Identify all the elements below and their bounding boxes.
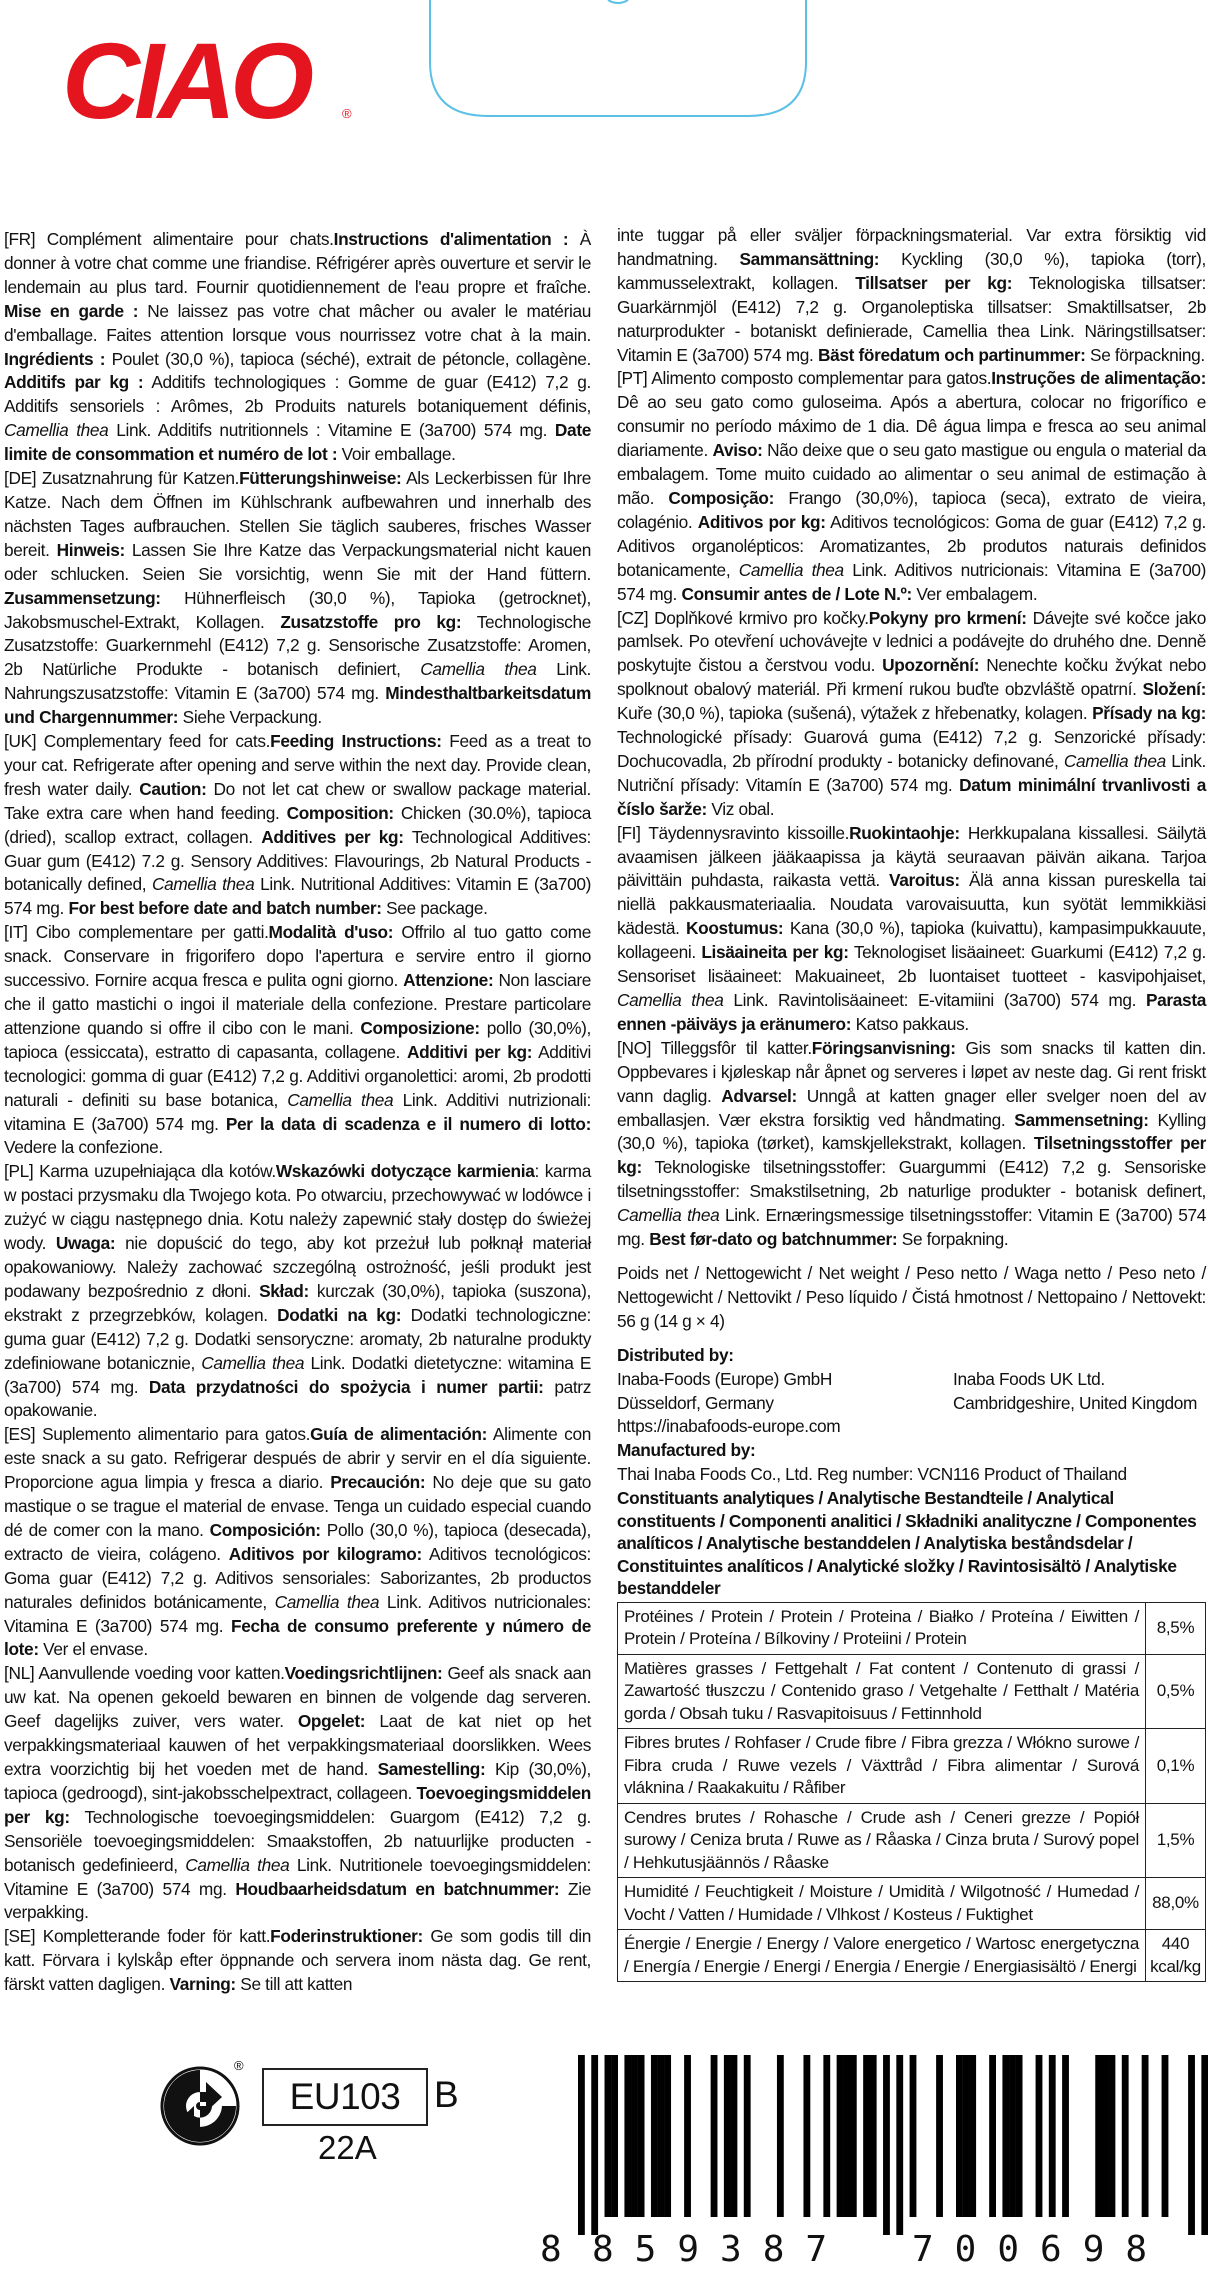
bold-heading-run: Ingrédients :: [4, 348, 106, 369]
italic-run: Camellia thea: [185, 1854, 290, 1875]
bold-heading-run: Aditivos por kg:: [697, 511, 826, 532]
bold-heading-run: Samestelling:: [377, 1759, 486, 1779]
text-run: See package.: [381, 898, 488, 919]
bold-heading-run: Fecha de consumo preferente y número de lote:: [4, 1615, 591, 1660]
barcode-bar: [731, 2055, 738, 2217]
text-run: Link. Aditivos nutricionais: Vitamina E (3a700) 574 mg.: [617, 559, 1206, 604]
bold-heading-run: Mindesthaltbarkeitsdatum und Chargennummer:: [4, 683, 591, 728]
barcode-bar: [843, 2055, 850, 2217]
constituent-value: 88,0%: [1146, 1878, 1206, 1930]
text-run: [FR] Complément alimentaire pour chats.: [4, 229, 334, 249]
bold-heading-run: Bäst föredatum och partinummer:: [817, 344, 1086, 365]
bold-heading-run: Foderinstruktioner:: [270, 1926, 423, 1947]
barcode-bar: [963, 2055, 970, 2217]
barcode-bar: [578, 2055, 585, 2235]
distributed-by-label: Distributed by:: [617, 1344, 734, 1365]
bold-heading-run: Modalità d'uso:: [268, 922, 394, 943]
constituent-name: Matières grasses / Fettgehalt / Fat content / Contenuto di grassi / Zawartość tłuszczu / Contenido graso / Vetgehalte / Fetthalt / Matéria gorda / Obsah tuku / Rasvapitoisuus / Fettinnhold: [618, 1654, 1146, 1729]
text-run: [PT] Alimento composto complementar para gatos.: [617, 368, 992, 389]
text-run: Nenechte kočku žvýkat nebo spolknout obalový materiál. Při krmení rukou buďte obzvláště opatrní.: [617, 655, 1207, 700]
bold-heading-run: Aditivos por kilogramo:: [228, 1543, 422, 1564]
bold-heading-run: Feeding Instructions:: [270, 731, 442, 752]
text-run: Siehe Verpackung.: [178, 707, 322, 728]
text-run: Chicken (30.0%), tapioca (dried), scallop extract, collagen.: [4, 802, 591, 847]
text-run: Technologische toevoegingsmiddelen: Guargom (E412) 7,2 g. Sensoriële toevoegingsmiddelen: Smaakstoffen, 2b natuurlijke producten - botanisch gedefinieerd,: [4, 1806, 591, 1875]
bold-heading-run: Best før-dato og batchnummer:: [649, 1229, 898, 1250]
barcode-bar: [1049, 2055, 1056, 2217]
text-run: Lassen Sie Ihre Katze das Verpackungsmaterial nicht kauen oder schlucken. Seien Sie vorsichtig, wenn Sie mit der Hand füttern.: [4, 539, 591, 584]
section-fi: [617, 822, 1206, 1037]
constituent-value: 0,1%: [1146, 1729, 1206, 1804]
barcode-bar: [1142, 2055, 1149, 2217]
bold-heading-run: Advarsel:: [721, 1085, 797, 1106]
text-run: Dodatki technologiczne: guma guar (E412) 7,2 g. Dodatki sensoryczne: aromaty, 2b naturalne produkty zdefiniowane botanicznie,: [4, 1304, 591, 1373]
section-es: [4, 1423, 591, 1662]
barcode-bar: [664, 2055, 671, 2217]
bold-heading-run: Tilsetningsstoffer per kg:: [617, 1133, 1206, 1178]
text-run: Link. Nutriční přísady: Vitamín E (3a700) 574 mg.: [617, 750, 1206, 795]
bold-heading-run: Datum minimální trvanlivosti a číslo šarže:: [617, 774, 1207, 819]
eu-code-letter: B: [434, 2074, 459, 2115]
text-run: Non lasciare che il gatto mastichi o ingoi il materiale della confezione. Prestare particolare attenzione quando si offre il cibo con le mani.: [4, 970, 591, 1038]
barcode-bar: [1062, 2055, 1069, 2217]
green-dot-recycle-icon: [160, 2060, 248, 2148]
barcode-left-group: 859387: [592, 2229, 849, 2270]
section-pt: [617, 367, 1206, 606]
text-run: Additifs technologiques : Gomme de guar (E412) 7,2 g. Additifs sensoriels : Arômes, 2b Produits naturels botaniquement définis,: [4, 372, 591, 417]
bold-heading-run: Data przydatności do spożycia i numer partii:: [148, 1376, 544, 1397]
bold-heading-run: Ruokintaohje:: [849, 822, 960, 843]
table-row: [618, 1729, 1206, 1804]
barcode-bar: [823, 2055, 830, 2217]
bold-heading-run: Composición:: [209, 1519, 321, 1540]
table-row: [618, 1878, 1206, 1930]
barcode-bar: [711, 2055, 718, 2217]
analytical-constituents-table: [617, 1602, 1206, 1983]
distributor-eu-url: https://inabafoods-europe.com: [617, 1416, 841, 1437]
bold-heading-run: Attenzione:: [403, 970, 494, 991]
barcode-bar: [803, 2055, 810, 2217]
barcode-bar: [658, 2055, 665, 2217]
bold-heading-run: Toevoegingsmiddelen per kg:: [4, 1782, 591, 1827]
text-run: pollo (30,0%), tapioca (essiccata), estratto di capasanta, collagene.: [4, 1017, 591, 1062]
constituent-value: 0,5%: [1146, 1654, 1206, 1729]
barcode-bar: [1102, 2055, 1109, 2217]
text-run: Se forpakning.: [897, 1229, 1009, 1250]
bold-heading-run: Additivi per kg:: [406, 1041, 533, 1062]
table-row: [618, 1930, 1206, 1982]
text-run: Additivi tecnologici: gomma di guar (E412) 7,2 g. Additivi organolettici: aromi, 2b prodotti naturali - definiti su base botanica,: [4, 1041, 591, 1110]
text-run: Link. Ravintolisäaineet: E-vitamiini (3a700) 574 mg.: [723, 990, 1146, 1010]
barcode-bar: [1009, 2055, 1016, 2217]
bold-heading-run: Mise en garde :: [4, 300, 139, 321]
text-run: [IT] Cibo complementare per gatti.: [4, 922, 269, 943]
barcode-bar: [638, 2055, 645, 2217]
italic-run: Camellia thea: [274, 1591, 380, 1612]
bold-heading-run: Date limite de consommation et numéro de lot :: [4, 420, 591, 465]
italic-run: Camellia thea: [4, 420, 109, 441]
text-run: Link. Additivi nutrizionali: vitamina E (3a700) 574 mg.: [4, 1089, 591, 1134]
barcode-bar: [837, 2055, 844, 2217]
barcode-bar: [1122, 2055, 1129, 2217]
section-de: [4, 467, 591, 730]
text-run: Ver embalagem.: [911, 583, 1038, 604]
text-run: Offrilo al tuo gatto come snack. Conservare in frigorifero dopo l'apertura e servire entro il giorno successivo. Fornire acqua fresca e pulita ogni giorno.: [4, 922, 591, 991]
distributor-uk: [953, 1368, 1205, 1440]
barcode-bar: [777, 2055, 784, 2217]
bold-heading-run: Varoitus:: [889, 870, 960, 891]
section-se-start: [4, 1925, 591, 1997]
bold-heading-run: Composition:: [286, 802, 394, 823]
text-run: Geef als snack aan uw kat. Na openen gekoeld bewaren en binnen de volgende dag serveren. Geef dagelijks zuiver, vers water.: [4, 1663, 591, 1732]
bold-heading-run: Wskazówki dotyczące karmienia: [275, 1161, 535, 1182]
barcode-bar: [1188, 2055, 1195, 2235]
distributor-eu-line: Düsseldorf, Germany: [617, 1392, 774, 1413]
bold-heading-run: Additives per kg:: [261, 826, 404, 847]
bold-heading-run: Parasta ennen -päiväys ja eränumero:: [617, 990, 1206, 1034]
section-fr: [4, 228, 591, 467]
text-run: Se till att katten: [235, 1974, 353, 1995]
distributor-eu-line: Inaba-Foods (Europe) GmbH: [617, 1368, 833, 1389]
italic-run: Camellia thea: [201, 1352, 305, 1373]
text-run: Laat de kat niet op het verpakkingsmateriaal kauwen of het verpakkingsmateriaal doorslikken. Wees extra voorzichtig bij het voeden met de hand.: [4, 1711, 591, 1779]
text-run: Als Leckerbissen für Ihre Katze. Nach dem Öffnen im Kühlschrank aufbewahren und innerhalb des nächsten Tages aufbrauchen. Stellen Sie täglich sauberes, frisches Wasser bereit.: [4, 468, 591, 560]
barcode-bar: [651, 2055, 658, 2217]
barcode-bar: [1036, 2055, 1043, 2217]
barcode-bar: [1016, 2055, 1023, 2217]
text-run: kurczak (30,0%), tapioka (suszona), ekstrakt z przegrzebków, kolagen.: [4, 1280, 592, 1325]
bold-heading-run: Opgelet:: [297, 1711, 366, 1732]
constituent-name: Fibres brutes / Rohfaser / Crude fibre / Fibra grezza / Włókno surowe / Fibra cruda / Ruwe vezels / Växttråd / Fibra alimentar / Surová vláknina / Raakakuitu / Råfiber: [618, 1729, 1146, 1804]
text-run: Não deixe que o seu gato mastigue ou engula o material da embalagem. Tome muito cuidado ao alimentar o seu animal de estimação à mão.: [617, 440, 1206, 508]
section-uk: [4, 730, 591, 921]
text-run: : karma w postaci przysmaku dla Twojego kota. Po otwarciu, przechowywać w lodówce i zużyć w ciągu następnego dnia. Kotu należy zapewnić stały dostęp do świeżej wody.: [4, 1161, 591, 1254]
text-run: Aditivos tecnológicos: Goma de guar (E412) 7,2 g. Aditivos organolépticos: Aromatizantes, 2b produtos naturais definidos botanicamente,: [617, 511, 1207, 580]
barcode-bar: [724, 2055, 731, 2217]
text-run: Vedere la confezione.: [4, 1137, 163, 1158]
bold-heading-run: Caution:: [139, 778, 207, 799]
text-run: Ver el envase.: [38, 1639, 148, 1660]
barcode-bar: [1162, 2055, 1169, 2217]
text-run: Dávejte své kočce jako pamlsek. Po otevření uchovávejte v lednici a podávejte do druhého dne. Denně poskytujte čistou a čerstvou vodu.: [617, 607, 1206, 676]
barcode-bar: [611, 2055, 618, 2217]
text-run: Link. Ernæringsmessige tilsetningsstoffer: Vitamin E (3a700) 574 mg.: [617, 1205, 1206, 1250]
text-run: [SE] Kompletterande foder för katt.: [4, 1926, 271, 1947]
text-run: Ne laissez pas votre chat mâcher ou avaler le matériau d'emballage. Faites attention lorsque vous nourrissez votre chat à la main.: [4, 300, 591, 345]
barcode-bar: [624, 2055, 631, 2217]
text-run: Alimente con este snack a su gato. Refrigerar después de abrir y servir en el día siguiente. Proporcione agua limpia y fresca a diario.: [4, 1424, 591, 1493]
manufactured-by-label: Manufactured by:: [617, 1440, 756, 1461]
barcode-digits: [540, 2228, 1208, 2272]
bold-heading-run: Precaución:: [330, 1472, 426, 1493]
constituent-value: 1,5%: [1146, 1803, 1206, 1878]
barcode-bar: [956, 2055, 963, 2217]
bold-heading-run: Varning:: [169, 1974, 236, 1995]
bold-heading-run: For best before date and batch number:: [68, 898, 382, 919]
net-weight: Poids net / Nettogewicht / Net weight / Peso netto / Waga netto / Peso neto / Nettogewicht / Nettovikt / Peso líquido / Čistá hmotnost / Nettopaino / Nettovekt: 56 g (14 g × 4): [617, 1262, 1206, 1331]
text-run: Voir emballage.: [337, 444, 456, 465]
text-run: [PL] Karma uzupełniająca dla kotów.: [4, 1161, 276, 1182]
section-it: [4, 921, 591, 1160]
italic-run: Camellia thea: [738, 559, 844, 580]
text-run: Kip (30,0%), tapioca (gedroogd), sint-jakobsschelpextract, collageen.: [4, 1759, 591, 1803]
bold-heading-run: Sammansättning:: [739, 248, 880, 269]
bold-heading-run: Instructions d'alimentation :: [333, 229, 569, 249]
text-run: Technologische Zusatzstoffe: Guarkernmehl (E412) 7,2 g. Sensorische Zusatzstoffe: Aromen, 2b Natürliche Produkte - botanisch definiert,: [4, 611, 591, 680]
bold-heading-run: Fütterungshinweise:: [239, 468, 402, 489]
italic-run: Camellia thea: [151, 874, 255, 895]
bold-heading-run: Uwaga:: [55, 1233, 116, 1254]
recycle-registered-mark: ®: [234, 2060, 244, 2073]
bold-heading-run: Koostumus:: [686, 918, 784, 939]
bold-heading-run: Guía de alimentación:: [310, 1424, 488, 1445]
distributor-eu: [617, 1368, 953, 1440]
bold-heading-run: Föringsanvisning:: [811, 1037, 956, 1058]
text-run: Link. Aditivos nutricionales: Vitamina E (3a700) 574 mg.: [4, 1591, 591, 1636]
bold-heading-run: Composizione:: [360, 1017, 480, 1038]
distributor-uk-line: Cambridgeshire, United Kingdom: [953, 1392, 1198, 1413]
barcode-bar: [883, 2055, 890, 2235]
logo-text: CIAO: [62, 20, 308, 141]
text-run: Zie verpakking.: [4, 1878, 591, 1923]
bold-heading-run: Složení:: [1142, 679, 1206, 700]
eu-code-number: 22A: [318, 2129, 377, 2166]
italic-run: Camellia thea: [1063, 750, 1166, 771]
text-run: Link. Nutritional Additives: Vitamin E (3a700) 574 mg.: [4, 874, 591, 919]
logo-registered-mark: ®: [342, 106, 352, 121]
text-run: [FI] Täydennysravinto kissoille.: [617, 822, 850, 843]
bold-heading-run: Upozornění:: [882, 655, 980, 676]
text-run: Dê ao seu gato como guloseima. Após a abertura, colocar no frigorífico e consumir no período máximo de 1 dia. Dê água limpa e fresca ao seu animal diariamente.: [617, 392, 1206, 461]
italic-run: Camellia thea: [287, 1089, 394, 1110]
constituent-name: Énergie / Energie / Energy / Valore energetico / Wartosc energetyczna / Energía / Energie / Energi / Energia / Energie / Energiasisältö / Energi: [618, 1930, 1146, 1982]
text-run: Link. Dodatki dietetyczne: witamina E (3a700) 574 mg.: [4, 1352, 591, 1397]
text-run: Se förpackning.: [1085, 344, 1205, 365]
text-run: Link. Nutritionele toevoegingsmiddelen: Vitamine E (3a700) 574 mg.: [4, 1854, 591, 1899]
text-run: Kuře (30,0 %), tapioka (sušená), výtažek z hřebenatky, kolagen.: [617, 703, 1093, 724]
bold-heading-run: Instruções de alimentação:: [991, 368, 1206, 389]
constituent-value: 440 kcal/kg: [1146, 1930, 1206, 1982]
eu-code-box: EU103: [262, 2068, 428, 2126]
bold-heading-run: Aviso:: [712, 440, 763, 461]
barcode-bar: [605, 2055, 612, 2217]
text-run: Teknologiska tillsatser: Guarkärnmjöl (E412) 7,2 g. Organoleptiska tillsatser: Smaktillsatser, 2b naturprodukter - botaniskt definierade, Camellia thea Link. Näringstillsatser: Vitamin E (3a700) 574 mg.: [617, 272, 1206, 365]
barcode-first-digit: 8: [540, 2229, 562, 2270]
text-run: Technological Additives: Guar gum (E412) 7.2 g. Sensory Additives: Flavourings, 2b Natural Products - botanically defined,: [4, 826, 591, 895]
text-run: [NO] Tilleggsfôr til katter.: [617, 1037, 812, 1058]
table-row: [618, 1602, 1206, 1654]
constituent-name: Humidité / Feuchtigkeit / Moisture / Umidità / Wilgotność / Humedad / Vocht / Vatten / Humidade / Vlhkost / Kosteus / Fuktighet: [618, 1878, 1146, 1930]
barcode-bar: [969, 2055, 976, 2217]
text-run: Viz obal.: [706, 798, 775, 819]
italic-run: Camellia thea: [420, 659, 537, 680]
italic-run: Camellia thea: [617, 1205, 720, 1226]
text-run: [CZ] Doplňkové krmivo pro kočky.: [617, 607, 869, 628]
text-run: Älä anna kissan pureskella tai niellä pakkausmateriaalia. Noudata varovaisuutta, kun syötät lemmikkiäsi kädestä.: [617, 870, 1206, 939]
text-run: nie dopuścić do tego, aby kot przeżuł lub połknął materiał opakowaniowy. Należy zachować szczególną ostrożność, jeśli produkt jest podawany bezpośrednio z dłoni.: [4, 1233, 592, 1301]
text-run: Feed as a treat to your cat. Refrigerate after opening and serve within the next day. Provide clean, fresh water daily.: [4, 731, 591, 799]
constituent-value: 8,5%: [1146, 1602, 1206, 1654]
text-run: [NL] Aanvullende voeding voor katten.: [4, 1663, 285, 1684]
barcode-bar: [631, 2055, 638, 2217]
italic-run: Camellia thea: [617, 990, 724, 1010]
barcode-bar: [870, 2055, 877, 2217]
text-run: [ES] Suplemento alimentario para gatos.: [4, 1424, 311, 1445]
bold-heading-run: Přísady na kg:: [1092, 703, 1206, 724]
section-nl: [4, 1662, 591, 1925]
barcode-bar: [1109, 2055, 1116, 2217]
text-run: À donner à votre chat comme une friandise. Réfrigérer après ouverture et servir le lendemain au plus tard. Fournir quotidiennement de l'eau propre et fraîche.: [4, 229, 591, 297]
text-run: [UK] Complementary feed for cats.: [4, 731, 271, 752]
text-run: Link. Nahrungszusatzstoffe: Vitamin E (3a700) 574 mg.: [4, 659, 591, 704]
text-run: Link. Additifs nutritionnels : Vitamine E (3a700) 574 mg.: [108, 420, 555, 441]
text-run: Ge som godis till din katt. Förvara i kylskåp efter öppnande och servera inom nästa dag. Ge rent, färskt vatten dagligen.: [4, 1926, 591, 1995]
ciao-logo: [62, 18, 362, 158]
section-no: [617, 1037, 1206, 1252]
text-run: Herkkupalana kissallesi. Säilytä avaamisen jälkeen jääkaapissa ja käytä seuraavan päivän aikana. Tarjoa päivittäin puhdasta, raikasta vettä.: [617, 822, 1206, 891]
text-run: Kana (30,0 %), tapioka (kuivattu), kampasimpukkauute, kollageeni.: [617, 918, 1206, 963]
bold-heading-run: Tillsatser per kg:: [855, 272, 1013, 293]
package-window-outline: [428, 0, 808, 118]
bold-heading-run: Additifs par kg :: [4, 372, 144, 393]
barcode-bar: [896, 2055, 903, 2235]
barcode-bar: [1201, 2055, 1208, 2235]
table-row: [618, 1654, 1206, 1729]
text-run: Frango (30,0%), tapioca (seca), extrato de vieira, colagénio.: [617, 487, 1206, 532]
text-run: Kylling (30,0 %), tapioka (tørket), kamskjellekstrakt, kollagen.: [617, 1109, 1206, 1154]
bold-heading-run: Hinweis:: [56, 539, 125, 560]
text-run: Do not let cat chew or swallow package material. Take extra care when hand feeding.: [4, 778, 591, 823]
barcode-bar: [744, 2055, 751, 2217]
bold-heading-run: Zusammensetzung:: [4, 587, 161, 608]
bold-heading-run: Per la data di scadenza e il numero di lotto:: [225, 1113, 591, 1134]
text-run: Teknologiske tilsetningsstoffer: Guargummi (E412) 7,2 g. Sensoriske tilsetningsstoffer: Smakstilsetning, 2b naturlige produkter - botanisk definert,: [617, 1157, 1206, 1202]
text-run: Poulet (30,0 %), tapioca (séché), extrait de pétoncle, collagène.: [105, 348, 591, 369]
text-run: Technologické přísady: Guarová guma (E412) 7,2 g. Senzorické přísady: Dochucovadla, 2b přírodní produkty - botanicky definované,: [617, 727, 1206, 771]
section-se-end: [617, 224, 1206, 367]
bold-heading-run: Consumir antes de / Lote N.º:: [681, 583, 912, 604]
text-run: Hühnerfleisch (30,0 %), Tapioka (getrocknet), Jakobsmuschel-Extrakt, Kollagen.: [4, 587, 591, 632]
text-run: Katso pakkaus.: [851, 1013, 969, 1034]
bold-heading-run: Voedingsrichtlijnen:: [284, 1663, 443, 1684]
bold-heading-run: Dodatki na kg:: [277, 1304, 402, 1325]
text-run: Kyckling (30,0 %), tapioka (torr), kammusselextrakt, kollagen.: [617, 248, 1207, 293]
text-run: Gis som snacks til katten din. Oppbevares i kjøleskap når åpnet og serveres i løpet av neste dag. Gi rent friskt vann daglig.: [617, 1037, 1207, 1106]
barcode-bar: [850, 2055, 857, 2217]
constituent-name: Cendres brutes / Rohasche / Crude ash / Ceneri grezze / Popiół surowy / Ceniza bruta / Ruwe as / Råaska / Cinza bruta / Surový popel / Hehkutusjäännös / Råaske: [618, 1803, 1146, 1878]
left-text-column: [4, 228, 591, 1997]
barcode-bar: [863, 2055, 870, 2217]
distributors: [617, 1368, 1206, 1440]
text-run: inte tuggar på eller sväljer förpackningsmaterial. Var extra försiktig vid handmatning.: [617, 225, 1206, 269]
bold-heading-run: Sammensetning:: [1014, 1109, 1149, 1130]
barcode-bar: [684, 2055, 691, 2217]
text-run: patrz opakowanie.: [4, 1376, 591, 1421]
bold-heading-run: Composição:: [668, 487, 775, 508]
bold-heading-run: Lisäaineita per kg:: [701, 942, 849, 963]
ean13-barcode: [578, 2055, 1208, 2235]
barcode-bar: [936, 2055, 943, 2217]
analytical-constituents-title: Constituants analytiques / Analytische Bestandteile / Analytical constituents / Componenti analitici / Składniki analityczne / Componentes analíticos / Analytische bestanddelen / Analytiska beståndsdelar / Constituintes analíticos / Analytické složky / Ravintosisältö / Analytiske bestanddeler: [617, 1488, 1197, 1599]
text-run: No deje que su gato mastique o se trague el material de envase. Tenga un cuidado especial cuando dé de comer con la mano.: [4, 1472, 591, 1540]
barcode-bar: [910, 2055, 917, 2217]
barcode-bar: [591, 2055, 598, 2235]
text-run: Pollo (30,0 %), tapioca (desecada), extracto de vieira, colágeno.: [4, 1519, 591, 1564]
barcode-bar: [1002, 2055, 1009, 2217]
section-pl: [4, 1160, 591, 1423]
bold-heading-run: Pokyny pro krmení:: [868, 607, 1027, 628]
constituent-name: Protéines / Protein / Protein / Proteina / Białko / Proteína / Eiwitten / Protein / Proteína / Bílkoviny / Proteiini / Protein: [618, 1602, 1146, 1654]
distributor-uk-line: Inaba Foods UK Ltd.: [953, 1368, 1105, 1389]
text-run: Teknologiset lisäaineet: Guarkumi (E412) 7,2 g. Sensoriset lisäaineet: Makuaineet, 2b luontaiset tuotteet - kasvipohjaiset,: [617, 942, 1206, 987]
manufacturer-info: Thai Inaba Foods Co., Ltd. Reg number: VCN116 Product of Thailand: [617, 1464, 1127, 1485]
barcode-bar: [989, 2055, 996, 2217]
table-row: [618, 1803, 1206, 1878]
section-cz: [617, 607, 1206, 822]
bold-heading-run: Skład:: [259, 1280, 309, 1301]
text-run: [DE] Zusatznahrung für Katzen.: [4, 468, 240, 489]
right-text-column: [617, 224, 1206, 1982]
barcode-bar: [1095, 2055, 1102, 2217]
barcode-right-group: 700698: [912, 2229, 1169, 2270]
text-run: Unngå at katten gnager eller svelger noen del av emballasjen. Vær ekstra forsiktig ved håndmating.: [617, 1085, 1207, 1130]
bold-heading-run: Houdbaarheidsdatum en batchnummer:: [235, 1878, 560, 1899]
text-run: Aditivos tecnológicos: Goma guar (E412) 7,2 g. Aditivos sensoriales: Saborizantes, 2b productos naturales definidos botánicamente,: [4, 1543, 592, 1612]
bold-heading-run: Zusatzstoffe pro kg:: [280, 611, 462, 632]
